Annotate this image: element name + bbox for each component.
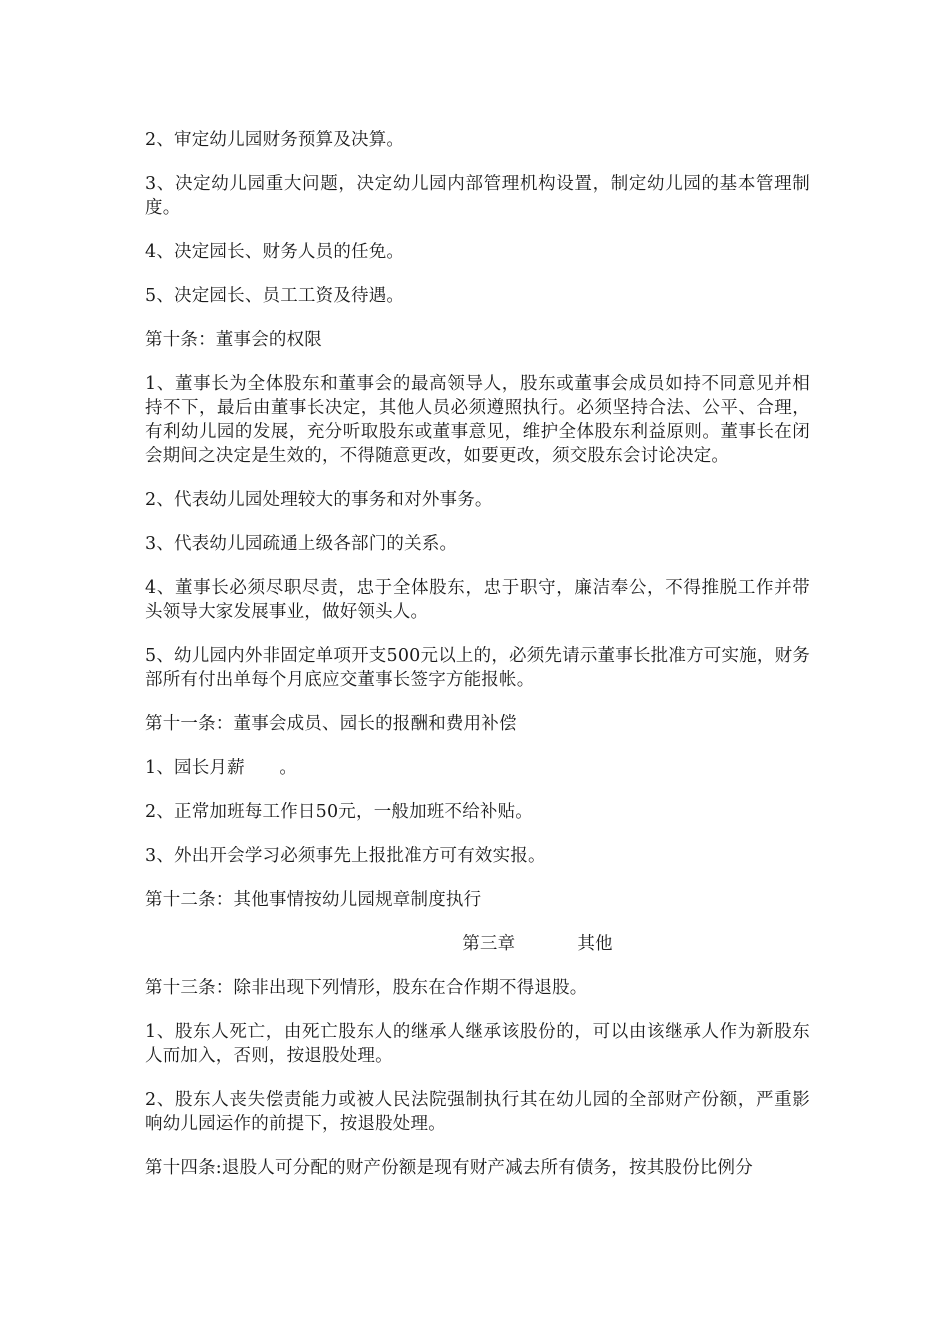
article-10-item-5: 5、幼儿园内外非固定单项开支500元以上的，必须先请示董事长批准方可实施，财务部所有付出单每个月底应交董事长签字方能报帐。 [145,646,810,690]
article-10-item-3: 3、代表幼儿园疏通上级各部门的关系。 [145,534,458,554]
article-13-heading: 第十三条：除非出现下列情形，股东在合作期不得退股。 [145,978,588,998]
document-page [145,128,810,1200]
clause-4-appointments: 4、决定园长、财务人员的任免。 [145,242,405,262]
article-10-item-4: 4、董事长必须尽职尽责，忠于全体股东，忠于职守，廉洁奉公，不得推脱工作并带头领导大家发展事业，做好领头人。 [145,578,810,622]
clause-3-major-issues: 3、决定幼儿园重大问题，决定幼儿园内部管理机构设置，制定幼儿园的基本管理制度。 [145,174,810,218]
clause-5-salaries: 5、决定园长、员工工资及待遇。 [145,286,405,306]
clause-2-budget: 2、审定幼儿园财务预算及决算。 [145,130,405,150]
chapter-3-title [145,932,810,956]
article-12-heading: 第十二条：其他事情按幼儿园规章制度执行 [145,890,482,910]
article-11-item-3: 3、外出开会学习必须事先上报批准方可有效实报。 [145,846,546,866]
article-10-item-2: 2、代表幼儿园处理较大的事务和对外事务。 [145,490,493,510]
article-14-text: 第十四条:退股人可分配的财产份额是现有财产减去所有债务，按其股份比例分 [145,1158,753,1178]
article-13-item-2: 2、股东人丧失偿责能力或被人民法院强制执行其在幼儿园的全部财产份额，严重影响幼儿园运作的前提下，按退股处理。 [145,1090,810,1134]
article-11-heading: 第十一条：董事会成员、园长的报酬和费用补偿 [145,714,517,734]
chapter-name: 其他 [577,934,613,954]
article-13-item-1: 1、股东人死亡，由死亡股东人的继承人继承该股份的，可以由该继承人作为新股东人而加入，否则，按退股处理。 [145,1022,810,1066]
chapter-number: 第三章 [462,934,516,954]
article-10-heading: 第十条：董事会的权限 [145,330,322,350]
article-10-item-1: 1、董事长为全体股东和董事会的最高领导人，股东或董事会成员如持不同意见并相持不下，最后由董事长决定，其他人员必须遵照执行。必须坚持合法、公平、合理，有利幼儿园的发展，充分听取股东或董事意见，维护全体股东利益原则。董事长在闭会期间之决定是生效的，不得随意更改，如要更改，须交股东会讨论决定。 [145,374,810,466]
article-11-item-1: 1、园长月薪 。 [145,758,298,778]
article-11-item-2: 2、正常加班每工作日50元，一般加班不给补贴。 [145,802,534,822]
